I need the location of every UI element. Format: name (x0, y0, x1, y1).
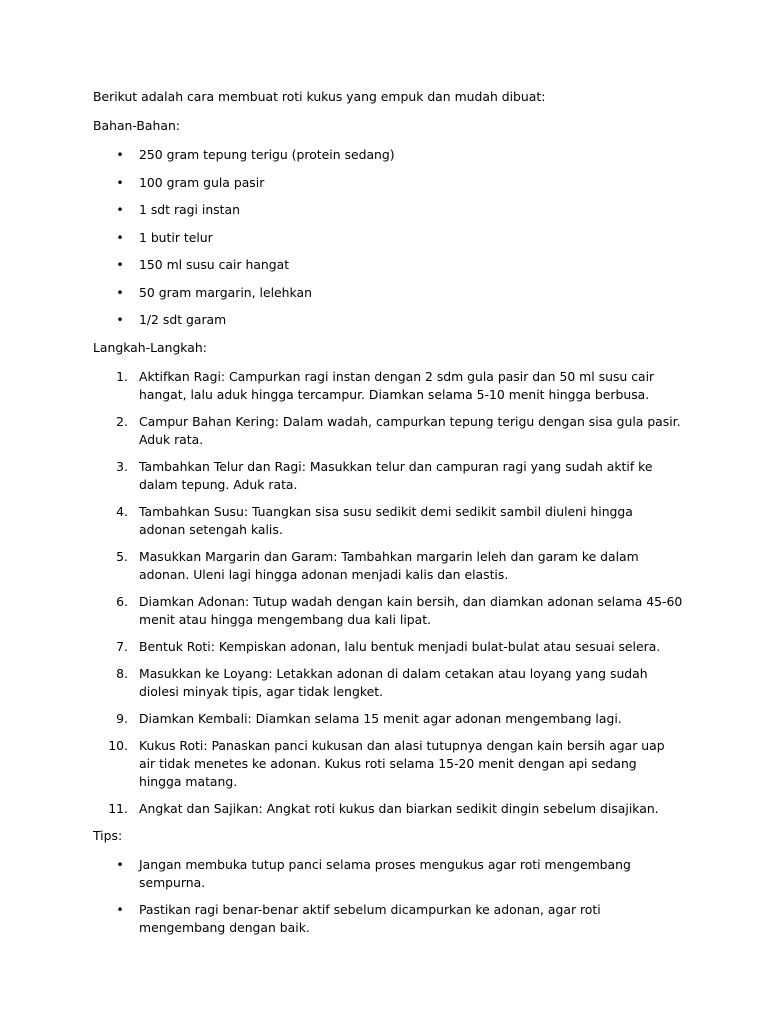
step-text: Tambahkan Telur dan Ragi: Masukkan telur dan campuran ragi yang sudah aktif ke dalam tepung. Aduk rata. (139, 458, 653, 492)
step-text: Aktifkan Ragi: Campurkan ragi instan dengan 2 sdm gula pasir dan 50 ml susu cair hangat, lalu aduk hingga tercampur. Diamkan selama 5-10 menit hingga berbusa. (139, 368, 655, 402)
step-item (93, 800, 683, 818)
step-number: 11. (108, 800, 128, 816)
bullet-icon: • (116, 312, 124, 327)
bahan-heading: Bahan-Bahan: (93, 118, 180, 133)
list-item (93, 284, 683, 302)
step-item (93, 593, 683, 629)
bullet-icon: • (116, 229, 124, 245)
list-item-text: 1/2 sdt garam (139, 312, 227, 327)
step-number: 2. (116, 413, 128, 429)
step-item (93, 368, 683, 404)
step-number: 10. (108, 737, 128, 753)
list-item-text: 50 gram margarin, lelehkan (139, 284, 312, 300)
step-item (93, 710, 683, 728)
step-number: 3. (116, 458, 128, 474)
list-item (93, 311, 683, 329)
step-item (93, 503, 683, 539)
bullet-icon: • (116, 257, 124, 272)
list-item (93, 201, 683, 219)
list-item-text: Jangan membuka tutup panci selama proses mengukus agar roti mengembang sempurna. (139, 856, 631, 890)
step-text: Angkat dan Sajikan: Angkat roti kukus dan biarkan sedikit dingin sebelum disajikan. (139, 800, 659, 816)
langkah-heading: Langkah-Langkah: (93, 339, 207, 355)
step-item (93, 458, 683, 494)
step-text: Diamkan Adonan: Tutup wadah dengan kain bersih, dan diamkan adonan selama 45-60 menit atau hingga mengembang dua kali lipat. (139, 593, 683, 627)
list-item-text: Pastikan ragi benar-benar aktif sebelum dicampurkan ke adonan, agar roti mengembang dengan baik. (139, 902, 601, 935)
document-page (93, 88, 683, 947)
step-number: 1. (116, 368, 128, 384)
step-text: Masukkan ke Loyang: Letakkan adonan di dalam cetakan atau loyang yang sudah diolesi minyak tipis, agar tidak lengket. (139, 665, 648, 699)
step-number: 6. (116, 593, 128, 609)
step-text: Bentuk Roti: Kempiskan adonan, lalu bentuk menjadi bulat-bulat atau sesuai selera. (139, 638, 661, 654)
bullet-icon: • (116, 284, 124, 300)
list-item-text: 1 sdt ragi instan (139, 202, 240, 217)
step-text: Masukkan Margarin dan Garam: Tambahkan margarin leleh dan garam ke dalam adonan. Uleni lagi hingga adonan menjadi kalis dan elastis. (139, 548, 639, 582)
bullet-icon: • (116, 174, 124, 190)
list-item (93, 256, 683, 274)
tips-list (93, 856, 683, 938)
list-item (93, 174, 683, 192)
step-number: 9. (116, 710, 128, 726)
step-number: 7. (116, 638, 128, 654)
bullet-icon: • (116, 202, 124, 217)
bullet-icon: • (116, 902, 124, 917)
list-item (93, 856, 683, 892)
list-item (93, 901, 683, 937)
list-item-text: 150 ml susu cair hangat (139, 257, 290, 272)
step-text: Campur Bahan Kering: Dalam wadah, campurkan tepung terigu dengan sisa gula pasir. Aduk rata. (139, 413, 681, 447)
step-item (93, 413, 683, 449)
step-text: Tambahkan Susu: Tuangkan sisa susu sedikit demi sedikit sambil diuleni hingga adonan setengah kalis. (139, 503, 633, 537)
list-item-text: 250 gram tepung terigu (protein sedang) (139, 147, 395, 162)
step-number: 4. (116, 503, 128, 519)
list-item (93, 229, 683, 247)
bullet-icon: • (116, 856, 124, 872)
tips-heading: Tips: (93, 827, 123, 843)
list-item (93, 146, 683, 164)
step-text: Kukus Roti: Panaskan panci kukusan dan alasi tutupnya dengan kain bersih agar uap air tidak menetes ke adonan. Kukus roti selama 15-20 menit dengan api sedang hingga matang. (139, 737, 665, 789)
intro-paragraph: Berikut adalah cara membuat roti kukus yang empuk dan mudah dibuat: (93, 89, 546, 104)
step-item (93, 737, 683, 791)
bahan-list (93, 146, 683, 329)
step-number: 5. (116, 548, 128, 564)
step-text: Diamkan Kembali: Diamkan selama 15 menit agar adonan mengembang lagi. (139, 710, 622, 726)
list-item-text: 100 gram gula pasir (139, 174, 265, 190)
step-item (93, 548, 683, 584)
step-number: 8. (116, 665, 128, 681)
list-item-text: 1 butir telur (139, 229, 213, 245)
langkah-list (93, 368, 683, 818)
step-item (93, 638, 683, 656)
bullet-icon: • (116, 147, 124, 162)
step-item (93, 665, 683, 701)
